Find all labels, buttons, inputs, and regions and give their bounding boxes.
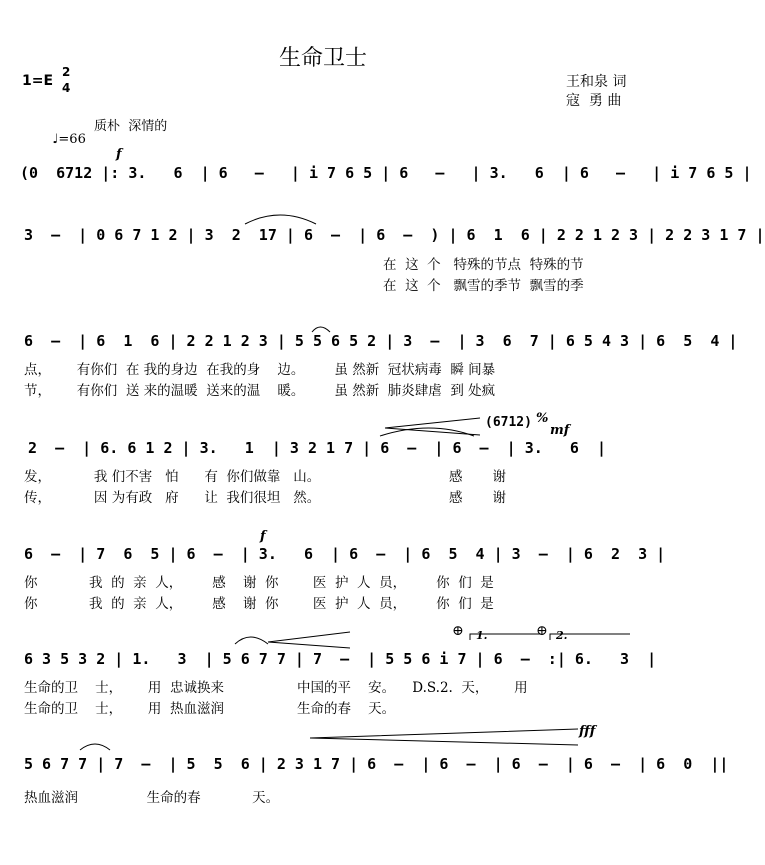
- intro-bracket-label: (6712): [485, 415, 532, 430]
- lyrics-row-3-verse-2: 节， 有你们 送 来的温暖 送来的温 暖。 虽 然新 肺炎肆虐 到 处疯: [24, 383, 496, 399]
- volta-1-label: 1.: [476, 629, 488, 642]
- slur-row2: [245, 215, 316, 224]
- lyrics-row-5-verse-2: 你 我 的 亲 人， 感 谢 你 医 护 人 员， 你 们 是: [24, 596, 494, 612]
- quarter-note-icon: ♩: [52, 132, 59, 147]
- slur-row4: [380, 428, 474, 436]
- slur-row6: [235, 637, 268, 644]
- hairpin-row4: [385, 418, 480, 435]
- tempo-value: =66: [58, 132, 86, 147]
- segno-sign: %: [536, 411, 549, 426]
- composer: 寇 勇 曲: [566, 93, 622, 109]
- mezzo-forte-mark: mf: [550, 423, 570, 438]
- notation-row-1: (0 6712 |: 3. 6 | 6 – | i 7 6 5 | 6 – | 3. 6 | 6 – | i 7 6 5 |: [20, 164, 752, 182]
- intro-bracket-notes: 6712: [492, 415, 525, 430]
- notation-row-6: 6 3 5 3 2 | 1. 3 | 5 6 7 7 | 7 – | 5 5 6 i 7 | 6 – :| 6. 3 |: [24, 650, 657, 668]
- notation-row-4: 2 – | 6. 6 1 2 | 3. 1 | 3 2 1 7 | 6 – | 6 – | 3. 6 |: [28, 439, 606, 457]
- volta-2-bracket: [550, 634, 630, 640]
- forte-mark-2: f: [260, 529, 266, 544]
- lyrics-row-6-verse-1: 生命的卫 士， 用 忠诚换来 中国的平 安。 D.S.2. 天， 用: [24, 680, 528, 696]
- time-signature-top: 2: [62, 65, 71, 79]
- notation-row-3: 6 – | 6 1 6 | 2 2 1 2 3 | 5 5 6 5 2 | 3 – | 3 6 7 | 6 5 4 3 | 6 5 4 |: [24, 332, 738, 350]
- time-signature-bottom: 4: [62, 81, 71, 95]
- volta-2-label: 2.: [556, 629, 568, 642]
- lyrics-row-4-verse-2: 传， 因 为有政 府 让 我们很坦 然。 感 谢: [24, 490, 507, 506]
- expression-mark: 质朴 深情的: [94, 119, 168, 134]
- coda-sign-1: ⊕: [452, 623, 464, 639]
- lyricist: 王和泉 词: [566, 74, 627, 90]
- lyrics-row-7-verse-1: 热血滋润 生命的春 天。: [24, 790, 280, 806]
- notation-row-7: 5 6 7 7 | 7 – | 5 5 6 | 2 3 1 7 | 6 – | 6 – | 6 – | 6 – | 6 0 ||: [24, 755, 729, 773]
- lyrics-row-6-verse-2: 生命的卫 士， 用 热血滋润 生命的春 天。: [24, 701, 396, 717]
- lyrics-row-2-verse-1: 在 这 个 特殊的节点 特殊的节: [383, 257, 584, 273]
- slur-row3: [312, 327, 330, 332]
- lyrics-row-2-verse-2: 在 这 个 飘雪的季节 飘雪的季: [383, 278, 584, 294]
- notation-row-5: 6 – | 7 6 5 | 6 – | 3. 6 | 6 – | 6 5 4 | 3 – | 6 2 3 |: [24, 545, 666, 563]
- lyrics-row-3-verse-1: 点， 有你们 在 我的身边 在我的身 边。 虽 然新 冠状病毒 瞬 间暴: [24, 362, 496, 378]
- coda-sign-2: ⊕: [536, 623, 548, 639]
- forte-mark-1: f: [116, 147, 122, 162]
- hairpin-row7: [310, 729, 578, 745]
- lyrics-row-5-verse-1: 你 我 的 亲 人， 感 谢 你 医 护 人 员， 你 们 是: [24, 575, 494, 591]
- fff-mark: fff: [579, 724, 596, 739]
- hairpin-row6: [268, 632, 350, 648]
- notation-row-2: 3 – | 0 6 7 1 2 | 3 2 17 | 6 – | 6 – ) | 6 1 6 | 2 2 1 2 3 | 2 2 3 1 7 |: [24, 226, 765, 244]
- key-signature: 1=E: [22, 73, 54, 89]
- slur-row7: [80, 744, 110, 750]
- volta-1-bracket: [470, 634, 540, 640]
- lyrics-row-4-verse-1: 发， 我 们不害 怕 有 你们做靠 山。 感 谢: [24, 469, 507, 485]
- song-title: 生命卫士: [279, 46, 368, 71]
